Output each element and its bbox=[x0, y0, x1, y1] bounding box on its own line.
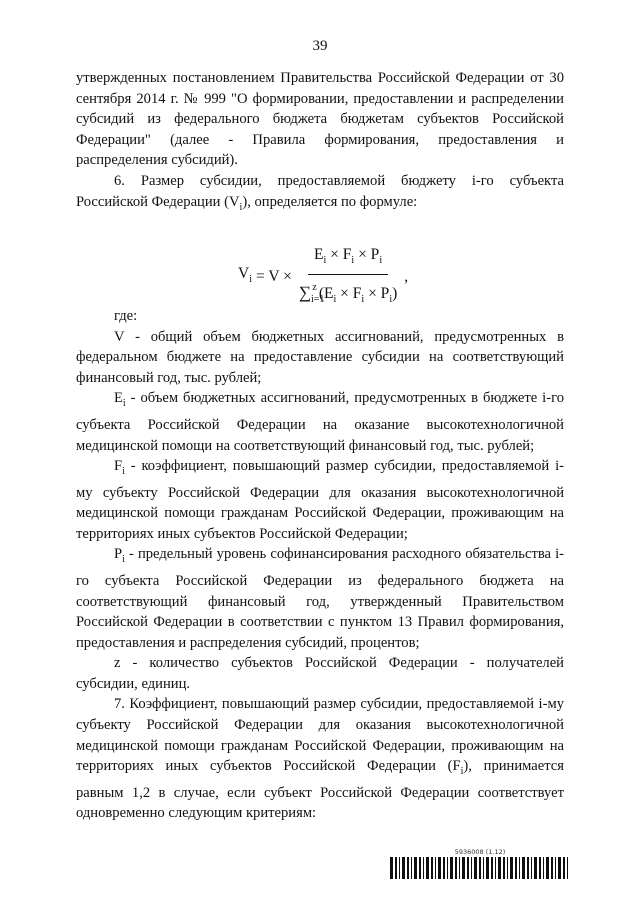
formula-numerator: $E_i \times F_i \times P_i$ bbox=[308, 245, 388, 275]
definition-p: $P_i$ - предельный уровень софинансирования расходного обязательства i-го субъекта Российской Федерации из федерального бюджета на соответствующий финансовый год, утвержденный Правительством Российской Федерации в соответствии с пунктом 13 Правил формирования, предоставления и распределения субсидий, процентов; bbox=[76, 546, 564, 651]
barcode-bars bbox=[390, 857, 570, 879]
paragraph-7: 7. Коэффициент, повышающий размер субсидии, предоставляемой i-му субъекту Российской Федерации для оказания высокотехнологичной медицинской помощи гражданам Российской Федерации, проживающим на территориях иных субъектов Российской Федерации $(F_i)$, принимается равным 1,2 в случае, если субъект Российской Федерации соответствует одновременно следующим критериям: bbox=[76, 696, 565, 822]
definition-v: V - общий объем бюджетных ассигнований, предусмотренных в федеральном бюджете на предоставление субсидии на соответствующий финансовый год, тыс. рублей; bbox=[76, 328, 564, 386]
subsidy-formula bbox=[76, 218, 564, 306]
paragraph-6: 6. Размер субсидии, предоставляемой бюджету i-го субъекта Российской Федерации $(V_i)$, определяется по формуле: bbox=[76, 172, 564, 213]
formula-equals: = V × bbox=[255, 268, 292, 286]
page-number: 39 bbox=[312, 38, 328, 54]
definition-f: $F_i$ - коэффициент, повышающий размер субсидии, предоставляемой i-му субъекту Российской Федерации для оказания высокотехнологичной медицинской помощи гражданам Российской Федерации, проживающим на территориях иных субъектов Российской Федерации; bbox=[76, 458, 564, 542]
barcode-caption: 5936008 (1.12) bbox=[454, 848, 506, 856]
formula-lhs: $V_i$ bbox=[238, 265, 252, 286]
where-label: где: bbox=[114, 308, 138, 325]
definition-z: z - количество субъектов Российской Федерации - получателей субсидии, единиц. bbox=[76, 655, 564, 692]
definition-e: $E_i$ - объем бюджетных ассигнований, предусмотренных в бюджете i-го субъекта Российской Федерации на оказание высокотехнологичной медицинской помощи на соответствующий финансовый год, тыс. рублей; bbox=[76, 390, 564, 454]
formula-fraction bbox=[295, 245, 401, 310]
formula-denominator: $\sum_{i=1}^z$ $(E_i \times F_i \times P_i)$ bbox=[298, 281, 398, 305]
paragraph-intro: утвержденных постановлением Правительства Российской Федерации от 30 сентября 2014 г. № 999 "О формировании, предоставлении и распределении субсидий из федерального бюджета бюджетам субъектов Российской Федерации" (далее - Правила формирования, предоставления и распределения субсидий). bbox=[76, 70, 564, 169]
barcode bbox=[390, 848, 570, 879]
formula-trailing-comma: , bbox=[404, 268, 409, 286]
page-content bbox=[76, 68, 564, 824]
